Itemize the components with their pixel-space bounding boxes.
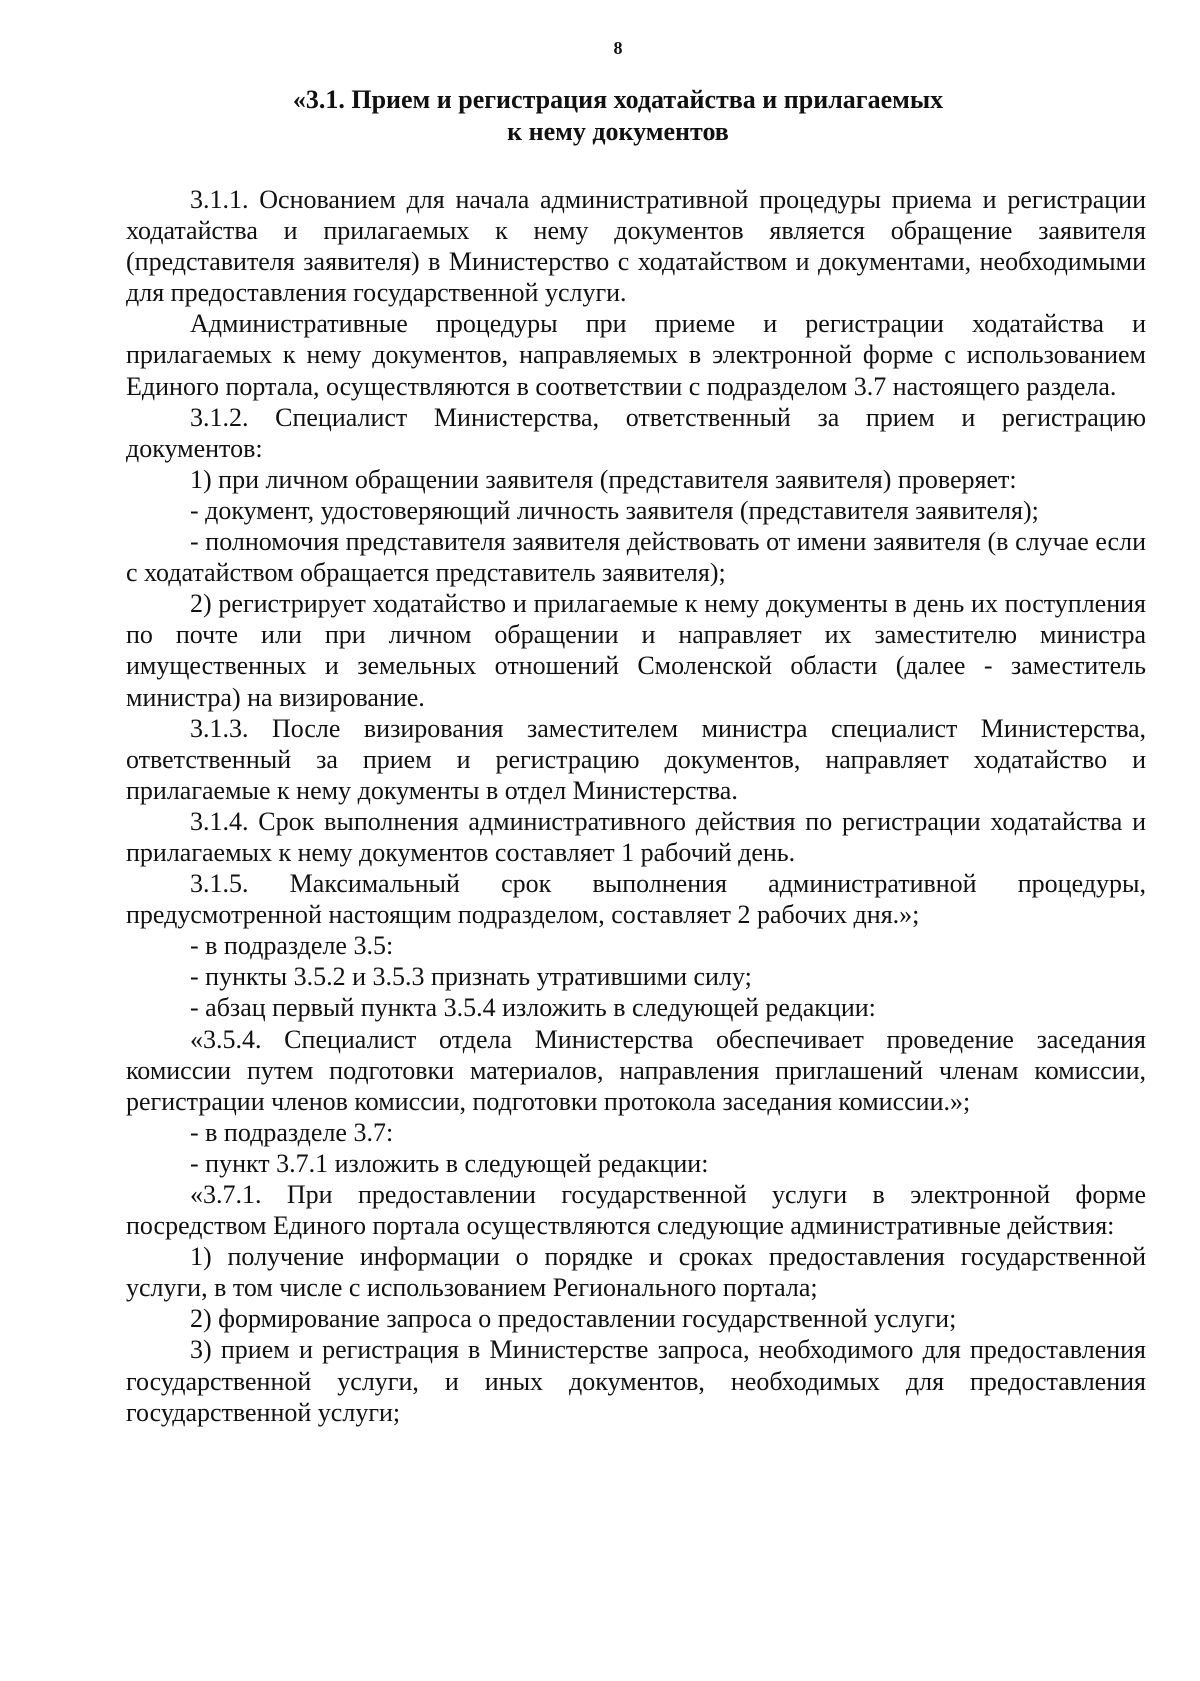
paragraph: - полномочия представителя заявителя действовать от имени заявителя (в случае если с ходатайством обращается представитель заявителя);: [126, 527, 1146, 588]
paragraph: - документ, удостоверяющий личность заявителя (представителя заявителя);: [190, 495, 1039, 525]
document-body: [126, 184, 1146, 1428]
page-number: 8: [613, 38, 623, 58]
paragraph: - в подразделе 3.7:: [190, 1117, 394, 1147]
paragraph: 2) формирование запроса о предоставлении государственной услуги;: [190, 1304, 957, 1334]
paragraph: - в подразделе 3.5:: [190, 931, 394, 961]
paragraph: 3.1.2. Специалист Министерства, ответственный за прием и регистрацию документов:: [126, 402, 1146, 463]
section-title-line-1: «3.1. Прием и регистрация ходатайства и прилагаемых: [292, 85, 944, 114]
paragraph: 3) прием и регистрация в Министерстве запроса, необходимого для предоставления государственной услуги, и иных документов, необходимых для предоставления государственной услуги;: [126, 1335, 1146, 1427]
paragraph: 1) получение информации о порядке и сроках предоставления государственной услуги, в том числе с использованием Регионального портала;: [126, 1242, 1146, 1303]
paragraph: - пункт 3.7.1 изложить в следующей редакции:: [190, 1148, 709, 1178]
paragraph: Административные процедуры при приеме и регистрации ходатайства и прилагаемых к нему документов, направляемых в электронной форме с использованием Единого портала, осуществляются в соответствии с подразделом 3.7 настоящего раздела.: [126, 309, 1146, 401]
paragraph: 2) регистрирует ходатайство и прилагаемые к нему документы в день их поступления по почте или при личном обращении и направляет их заместителю министра имущественных и земельных отношений Смоленской области (далее - заместитель министра) на визирование.: [126, 589, 1146, 712]
paragraph: 3.1.3. После визирования заместителем министра специалист Министерства, ответственный за прием и регистрацию документов, направляет ходатайство и прилагаемые к нему документы в отдел Министерства.: [126, 713, 1146, 805]
paragraph: - пункты 3.5.2 и 3.5.3 признать утратившими силу;: [190, 962, 752, 992]
paragraph: «3.5.4. Специалист отдела Министерства обеспечивает проведение заседания комиссии путем подготовки материалов, направления приглашений членам комиссии, регистрации членов комиссии, подготовки протокола заседания комиссии.»;: [126, 1024, 1146, 1116]
section-title: [0, 84, 1200, 148]
paragraph: 3.1.5. Максимальный срок выполнения административной процедуры, предусмотренной настоящим подразделом, составляет 2 рабочих дня.»;: [126, 869, 1146, 930]
section-title-line-2: к нему документов: [507, 117, 729, 146]
paragraph: 3.1.4. Срок выполнения административного действия по регистрации ходатайства и прилагаемых к нему документов составляет 1 рабочий день.: [126, 806, 1146, 867]
paragraph: - абзац первый пункта 3.5.4 изложить в следующей редакции:: [190, 993, 876, 1023]
paragraph: 1) при личном обращении заявителя (представителя заявителя) проверяет:: [190, 464, 1017, 494]
paragraph: 3.1.1. Основанием для начала административной процедуры приема и регистрации ходатайства и прилагаемых к нему документов является обращение заявителя (представителя заявителя) в Министерство с ходатайством и документами, необходимыми для предоставления государственной услуги.: [126, 185, 1146, 308]
paragraph: «3.7.1. При предоставлении государственной услуги в электронной форме посредством Единого портала осуществляются следующие административные действия:: [126, 1180, 1146, 1241]
